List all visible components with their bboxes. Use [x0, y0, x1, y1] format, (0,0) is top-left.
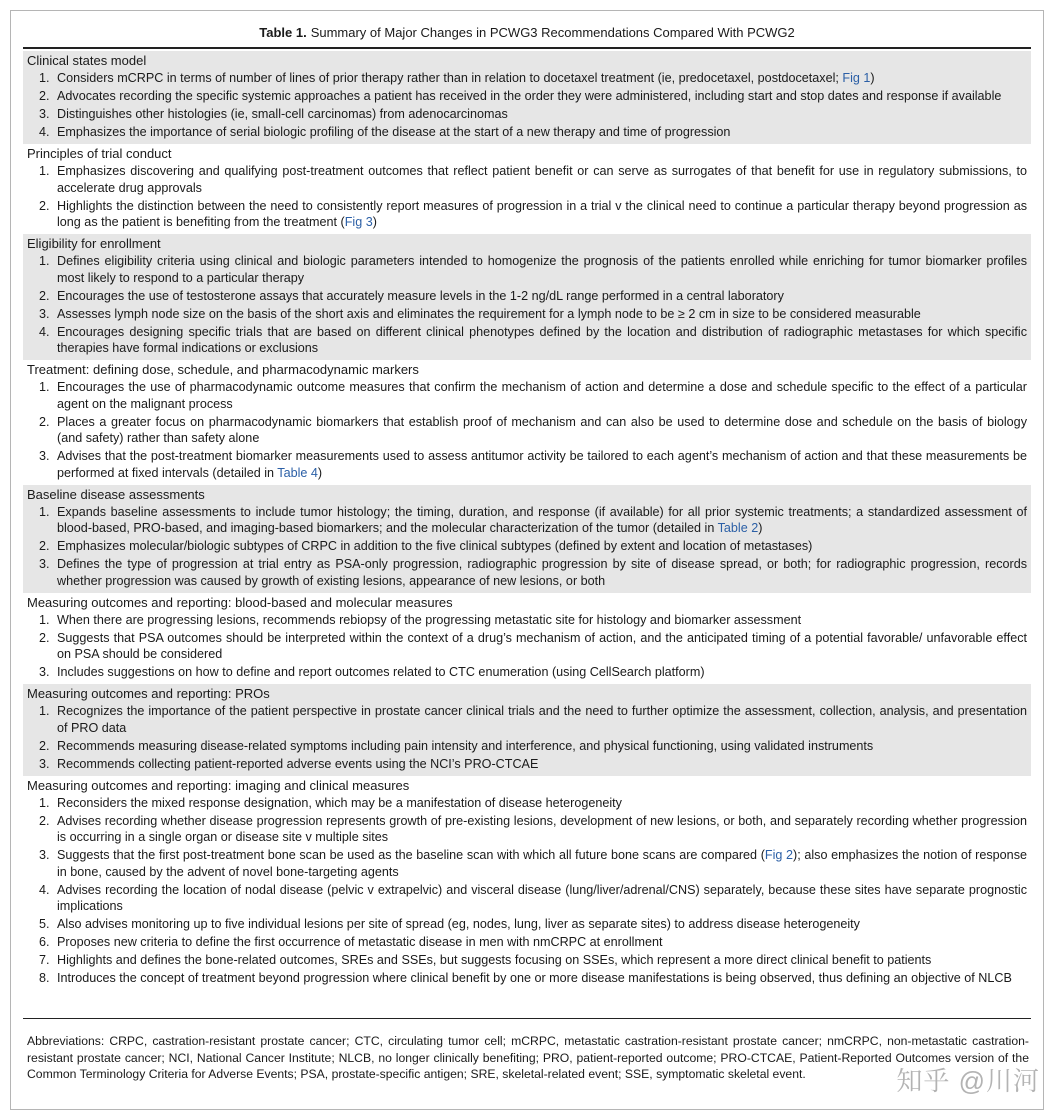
- item-number: 4.: [39, 882, 50, 897]
- cross-reference-link[interactable]: Table 4: [277, 465, 318, 480]
- item-number: 2.: [39, 738, 50, 753]
- item-number: 2.: [39, 813, 50, 828]
- item-text: Places a greater focus on pharmacodynamic biomarkers that establish proof of mechanism and can also be used to determine dose and schedule on the basis of biology (and safety) rather than safety alone: [57, 414, 1027, 445]
- item-number: 3.: [39, 449, 50, 463]
- item-number: 7.: [39, 953, 50, 967]
- list-item: [27, 163, 1029, 196]
- item-text: Advises recording the location of nodal disease (pelvic v extrapelvic) and visceral disease (lung/liver/adrenal/CNS) separately, because these sites have separate prognostic implications: [57, 882, 1027, 913]
- table-section: [23, 593, 1031, 685]
- section-title: Measuring outcomes and reporting: blood-based and molecular measures: [27, 594, 453, 610]
- item-number: 2.: [39, 539, 50, 553]
- table-section: [23, 144, 1031, 234]
- section-list: [27, 612, 1029, 681]
- item-number: 4.: [39, 125, 50, 139]
- abbreviations-footnote: Abbreviations: CRPC, castration-resistant prostate cancer; CTC, circulating tumor cell; mCRPC, metastatic castration-resistant prostate cancer; nmCRPC, non-metastatic castration-resistant prostate cancer; NCI, National Cancer Institute; NLCB, no longer clinically benefiting; PRO, patient-reported outcome; PRO-CTCAE, Patient-Reported Outcomes version of the Common Terminology Criteria for Adverse Events; PSA, prostate-specific antigen; SRE, skeletal-related event; SSE, symptomatic skeletal event.: [27, 1034, 1029, 1081]
- item-text: Emphasizes molecular/biologic subtypes of CRPC in addition to the five clinical subtypes (defined by extent and location of metastases): [57, 539, 813, 553]
- item-text: Advocates recording the specific systemic approaches a patient has received in the order they were administered, including start and stop dates and response if available: [57, 89, 1002, 103]
- list-item: [27, 952, 1029, 969]
- list-item: [27, 756, 1029, 773]
- item-text: Distinguishes other histologies (ie, small-cell carcinomas) from adenocarcinomas: [57, 107, 508, 121]
- item-text: Defines eligibility criteria using clinical and biologic parameters intended to homogenize the prognosis of the patients enrolled while enriching for tumor biomarker profiles most likely to respond to a particular therapy: [57, 254, 1027, 285]
- section-title: Principles of trial conduct: [27, 146, 172, 161]
- list-item: [27, 106, 1029, 123]
- section-list: [27, 253, 1029, 357]
- item-text: Recommends collecting patient-reported adverse events using the NCI’s PRO-CTCAE: [57, 756, 539, 771]
- item-number: 2.: [39, 630, 50, 645]
- table-title: [11, 25, 1043, 40]
- item-number: 8.: [39, 971, 50, 985]
- list-item: [27, 882, 1029, 915]
- item-text: Reconsiders the mixed response designation, which may be a manifestation of disease heterogeneity: [57, 795, 622, 810]
- item-number: 1.: [39, 254, 50, 268]
- item-text: Advises that the post-treatment biomarker measurements used to assess antitumor activity be tailored to each agent’s mechanism of action and that these measurements be performed at fixed intervals (detailed in: [57, 449, 1027, 480]
- table-label: Table 1.: [259, 25, 307, 40]
- section-title: Baseline disease assessments: [27, 486, 205, 502]
- item-number: 3.: [39, 306, 50, 321]
- item-text-tail: ): [870, 71, 875, 85]
- item-number: 3.: [39, 557, 50, 571]
- list-item: [27, 70, 1029, 87]
- list-item: [27, 795, 1029, 812]
- table-section: [23, 51, 1031, 144]
- item-text: Highlights the distinction between the need to consistently report measures of progression in a trial v the clinical need to continue a particular therapy beyond progression as long as the patient is benefiting from the treatment (: [57, 198, 1027, 229]
- item-text: Emphasizes the importance of serial biologic profiling of the disease at the start of a new therapy and time of progression: [57, 125, 731, 139]
- item-text: Includes suggestions on how to define and report outcomes related to CTC enumeration (using CellSearch platform): [57, 665, 705, 679]
- item-text: Advises recording whether disease progression represents growth of pre-existing lesions, development of new lesions, or both, and separately recording whether progression is occurring in a single organ or disease site v multiple sites: [57, 813, 1027, 844]
- item-text: Emphasizes discovering and qualifying post-treatment outcomes that reflect patient benefit or can serve as surrogates of that benefit for use in regulatory submissions, to accelerate drug approvals: [57, 164, 1027, 195]
- section-list: [27, 703, 1029, 772]
- section-list: [27, 504, 1029, 590]
- item-number: 3.: [39, 107, 50, 121]
- section-title: Measuring outcomes and reporting: PROs: [27, 686, 270, 701]
- item-text: Proposes new criteria to define the first occurrence of metastatic disease in men with nmCRPC at enrollment: [57, 935, 663, 949]
- item-number: 5.: [39, 917, 50, 931]
- table-frame: [10, 10, 1044, 1110]
- item-number: 3.: [39, 848, 50, 862]
- item-number: 1.: [39, 504, 50, 519]
- section-list: [27, 379, 1029, 481]
- item-text: Highlights and defines the bone-related outcomes, SREs and SSEs, but suggests focusing on SSEs, which represent a more direct clinical benefit to patients: [57, 953, 932, 967]
- item-text: Defines the type of progression at trial entry as PSA-only progression, radiographic progression by site of disease spread, or both; for radiographic progression, records whether progression was caused by growth of existing lesions, appearance of new lesions, or both: [57, 557, 1027, 588]
- cross-reference-link[interactable]: Fig 1: [842, 71, 871, 85]
- section-list: [27, 70, 1029, 141]
- list-item: [27, 414, 1029, 447]
- table-section: [23, 485, 1031, 593]
- list-item: [27, 306, 1029, 323]
- item-text: Recommends measuring disease-related symptoms including pain intensity and interference, and physical functioning, using validated instruments: [57, 738, 874, 753]
- list-item: [27, 324, 1029, 357]
- section-title: Clinical states model: [27, 53, 147, 68]
- table-section: [23, 776, 1031, 991]
- cross-reference-link[interactable]: Table 2: [717, 521, 759, 535]
- list-item: [27, 612, 1029, 629]
- item-text: Recognizes the importance of the patient perspective in prostate cancer clinical trials and the need to further optimize the assessment, collection, analysis, and presentation of PRO data: [57, 704, 1027, 735]
- item-number: 6.: [39, 935, 50, 949]
- item-text: Expands baseline assessments to include tumor histology; the timing, duration, and response (if available) for all prior systemic treatments; a standardized assessment of blood-based, PRO-based, and imaging-based biomarkers; and the molecular characterization of the tumor (detailed in: [57, 504, 1027, 535]
- list-item: [27, 198, 1029, 231]
- list-item: [27, 847, 1029, 880]
- item-number: 1.: [39, 380, 50, 394]
- list-item: [27, 253, 1029, 286]
- item-number: 1.: [39, 612, 50, 627]
- list-item: [27, 630, 1029, 663]
- list-item: [27, 970, 1029, 987]
- table-body: [23, 51, 1031, 990]
- item-number: 3.: [39, 756, 50, 771]
- list-item: [27, 813, 1029, 846]
- top-rule: [23, 47, 1031, 49]
- list-item: [27, 504, 1029, 537]
- list-item: [27, 556, 1029, 589]
- list-item: [27, 538, 1029, 555]
- list-item: [27, 379, 1029, 412]
- list-item: [27, 703, 1029, 736]
- table-section: [23, 360, 1031, 485]
- list-item: [27, 448, 1029, 481]
- item-text: Encourages designing specific trials that are based on different clinical phenotypes defined by the location and distribution of radiographic metastases for which specific therapies have formal indications or exclusions: [57, 324, 1027, 355]
- section-list: [27, 163, 1029, 231]
- item-text-tail: ); also emphasizes the notion of response in bone, caused by the advent of novel bone-targeting agents: [57, 848, 1027, 879]
- item-number: 4.: [39, 324, 50, 339]
- list-item: [27, 916, 1029, 933]
- item-text: Considers mCRPC in terms of number of lines of prior therapy rather than in relation to docetaxel treatment (ie, predocetaxel, postdocetaxel;: [57, 71, 843, 85]
- item-number: 2.: [39, 198, 50, 213]
- cross-reference-link[interactable]: Fig 3: [344, 215, 373, 229]
- list-item: [27, 934, 1029, 951]
- section-list: [27, 795, 1029, 987]
- item-text: When there are progressing lesions, recommends rebiopsy of the progressing metastatic site for histology and biomarker assessment: [57, 612, 802, 627]
- item-text: Encourages the use of testosterone assays that accurately measure levels in the 1-2 ng/dL range performed in a central laboratory: [57, 288, 784, 303]
- item-number: 1.: [39, 704, 50, 718]
- section-title: Treatment: defining dose, schedule, and pharmacodynamic markers: [27, 362, 419, 377]
- item-number: 1.: [39, 164, 50, 178]
- item-text: Also advises monitoring up to five individual lesions per site of spread (eg, nodes, lung, liver as separate sites) to address disease heterogeneity: [57, 917, 860, 931]
- table-section: [23, 234, 1031, 360]
- bottom-rule: [23, 1018, 1031, 1019]
- item-text-tail: ): [372, 215, 377, 229]
- section-title: Measuring outcomes and reporting: imaging and clinical measures: [27, 777, 410, 793]
- item-number: 1.: [39, 795, 50, 810]
- list-item: [27, 664, 1029, 681]
- item-text: Introduces the concept of treatment beyond progression where clinical benefit by one or more disease manifestations is being observed, thus defining an objective of NLCB: [57, 971, 1012, 985]
- table-section: [23, 684, 1031, 776]
- item-text: Assesses lymph node size on the basis of the short axis and eliminates the requirement for a lymph node to be ≥ 2 cm in size to be considered measurable: [57, 306, 921, 321]
- item-number: 3.: [39, 665, 50, 679]
- item-text: Suggests that the first post-treatment bone scan be used as the baseline scan with which all future bone scans are compared (: [57, 848, 765, 862]
- item-number: 2.: [39, 414, 50, 429]
- item-text: Suggests that PSA outcomes should be interpreted within the context of a drug’s mechanism of action, and the anticipated timing of a potential favorable/ unfavorable effect on PSA should be considered: [57, 630, 1027, 661]
- item-text-tail: ): [758, 521, 763, 535]
- cross-reference-link[interactable]: Fig 2: [764, 848, 794, 862]
- table-caption: Summary of Major Changes in PCWG3 Recommendations Compared With PCWG2: [310, 25, 795, 40]
- list-item: [27, 288, 1029, 305]
- list-item: [27, 738, 1029, 755]
- list-item: [27, 88, 1029, 105]
- item-text-tail: ): [317, 465, 323, 480]
- item-number: 2.: [39, 89, 50, 103]
- item-number: 1.: [39, 71, 50, 85]
- item-number: 2.: [39, 288, 50, 303]
- item-text: Encourages the use of pharmacodynamic outcome measures that confirm the mechanism of action and determine a dose and schedule specific to the effect of a particular agent on the malignant process: [57, 380, 1027, 411]
- watermark-text: 知乎 @川河: [896, 1066, 1040, 1096]
- section-title: Eligibility for enrollment: [27, 236, 161, 251]
- list-item: [27, 124, 1029, 141]
